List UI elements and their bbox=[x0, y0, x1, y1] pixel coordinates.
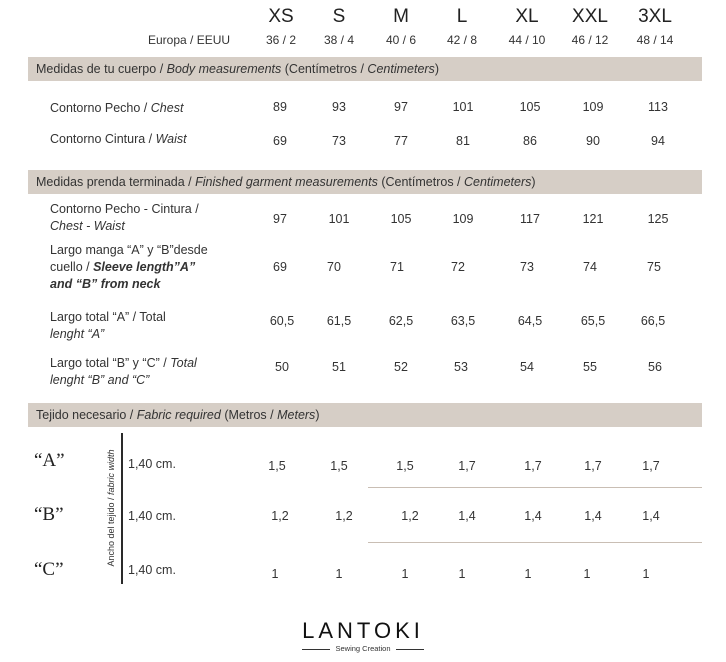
table-cell: 73 bbox=[520, 260, 534, 274]
table-cell: 51 bbox=[332, 360, 346, 374]
table-cell: 90 bbox=[586, 134, 600, 148]
table-cell: 70 bbox=[327, 260, 341, 274]
table-cell: 65,5 bbox=[580, 314, 606, 328]
size-code-xl: XL bbox=[515, 6, 539, 27]
table-cell: 1 bbox=[335, 567, 343, 581]
fabric-width-axis-label: Ancho del tejido / fabric width bbox=[106, 449, 116, 567]
table-cell: 97 bbox=[273, 212, 287, 226]
table-cell: 60,5 bbox=[269, 314, 295, 328]
brand-tagline-row bbox=[288, 644, 438, 656]
table-cell: 1,5 bbox=[396, 459, 414, 473]
table-cell: 62,5 bbox=[388, 314, 414, 328]
region-label: Europa / EEUU bbox=[148, 33, 231, 47]
table-cell: 73 bbox=[332, 134, 346, 148]
brand-tagline: Sewing Creation bbox=[330, 644, 396, 653]
table-cell: 109 bbox=[582, 100, 604, 114]
table-cell: 81 bbox=[456, 134, 470, 148]
row-label-total-length-a: Largo total “A” / Total lenght “A” bbox=[50, 310, 166, 341]
table-cell: 77 bbox=[394, 134, 408, 148]
fabric-width-value: 1,40 cm. bbox=[128, 563, 176, 577]
table-cell: 101 bbox=[328, 212, 350, 226]
size-eu-us-xs: 36 / 2 bbox=[265, 33, 297, 47]
table-cell: 1 bbox=[401, 567, 409, 581]
variant-label-a: “A” bbox=[34, 450, 65, 471]
table-cell: 125 bbox=[647, 212, 669, 226]
table-cell: 105 bbox=[519, 100, 541, 114]
size-eu-us-l: 42 / 8 bbox=[446, 33, 478, 47]
row-label-waist: Contorno Cintura / Waist bbox=[50, 132, 187, 146]
table-cell: 56 bbox=[648, 360, 662, 374]
variant-label-b: “B” bbox=[34, 504, 64, 525]
table-cell: 61,5 bbox=[326, 314, 352, 328]
table-cell: 94 bbox=[651, 134, 665, 148]
size-code-xxl: XXL bbox=[572, 6, 608, 27]
size-code-l: L bbox=[456, 6, 468, 27]
table-cell: 1,4 bbox=[458, 509, 476, 523]
table-cell: 117 bbox=[520, 212, 540, 226]
table-cell: 53 bbox=[454, 360, 468, 374]
table-cell: 1,4 bbox=[642, 509, 660, 523]
table-cell: 97 bbox=[394, 100, 408, 114]
table-cell: 66,5 bbox=[640, 314, 666, 328]
table-cell: 121 bbox=[582, 212, 604, 226]
table-cell: 55 bbox=[583, 360, 597, 374]
row-divider bbox=[368, 487, 702, 488]
table-cell: 71 bbox=[390, 260, 404, 274]
variant-label-c: “C” bbox=[34, 559, 64, 580]
row-label-chest-waist: Contorno Pecho - Cintura / Chest - Waist bbox=[50, 202, 199, 233]
size-eu-us-xxl: 46 / 12 bbox=[571, 33, 609, 47]
size-eu-us-xl: 44 / 10 bbox=[508, 33, 546, 47]
table-cell: 101 bbox=[452, 100, 474, 114]
table-cell: 89 bbox=[273, 100, 287, 114]
row-divider bbox=[368, 542, 702, 543]
table-cell: 1 bbox=[524, 567, 532, 581]
table-cell: 50 bbox=[275, 360, 289, 374]
brand-logo bbox=[288, 618, 438, 656]
size-eu-us-3xl: 48 / 14 bbox=[636, 33, 674, 47]
section-header-fabric: Tejido necesario / Fabric required (Metros / Meters) bbox=[28, 403, 702, 427]
size-code-xs: XS bbox=[268, 6, 294, 27]
fabric-width-value: 1,40 cm. bbox=[128, 457, 176, 471]
table-cell: 1,7 bbox=[524, 459, 542, 473]
table-cell: 72 bbox=[451, 260, 465, 274]
row-label-sleeve-length: Largo manga “A” y “B”desde cuello / Sleeve length”A” and “B” from neck bbox=[50, 243, 208, 291]
table-cell: 1,7 bbox=[642, 459, 660, 473]
table-cell: 86 bbox=[523, 134, 537, 148]
table-cell: 52 bbox=[394, 360, 408, 374]
brand-name: LANTOKI bbox=[302, 618, 424, 643]
fabric-axis-line bbox=[121, 433, 123, 584]
size-eu-us-s: 38 / 4 bbox=[323, 33, 355, 47]
table-cell: 1 bbox=[583, 567, 591, 581]
table-cell: 75 bbox=[647, 260, 661, 274]
fabric-width-value: 1,40 cm. bbox=[128, 509, 176, 523]
table-cell: 1,2 bbox=[335, 509, 353, 523]
table-cell: 1,2 bbox=[271, 509, 289, 523]
section-header-garment: Medidas prenda terminada / Finished garment measurements (Centímetros / Centimeters) bbox=[28, 170, 702, 194]
table-cell: 1 bbox=[642, 567, 650, 581]
size-code-s: S bbox=[332, 6, 346, 27]
table-cell: 1,4 bbox=[584, 509, 602, 523]
size-code-m: M bbox=[393, 6, 409, 27]
table-cell: 1,7 bbox=[584, 459, 602, 473]
size-code-3xl: 3XL bbox=[638, 6, 672, 27]
section-header-body: Medidas de tu cuerpo / Body measurements (Centímetros / Centimeters) bbox=[28, 57, 702, 81]
table-cell: 54 bbox=[520, 360, 534, 374]
table-cell: 1,5 bbox=[330, 459, 348, 473]
table-cell: 74 bbox=[583, 260, 597, 274]
row-label-chest: Contorno Pecho / Chest bbox=[50, 101, 184, 115]
table-cell: 113 bbox=[648, 100, 668, 114]
size-eu-us-m: 40 / 6 bbox=[385, 33, 417, 47]
table-cell: 1,2 bbox=[401, 509, 419, 523]
table-cell: 69 bbox=[273, 260, 287, 274]
table-cell: 1,5 bbox=[268, 459, 286, 473]
row-label-total-length-bc: Largo total “B” y “C” / Total lenght “B” and “C” bbox=[50, 356, 197, 387]
table-cell: 1,7 bbox=[458, 459, 476, 473]
table-cell: 1 bbox=[271, 567, 279, 581]
table-cell: 1 bbox=[458, 567, 466, 581]
table-cell: 69 bbox=[273, 134, 287, 148]
table-cell: 63,5 bbox=[450, 314, 476, 328]
table-cell: 93 bbox=[332, 100, 346, 114]
table-cell: 109 bbox=[452, 212, 474, 226]
table-cell: 64,5 bbox=[517, 314, 543, 328]
table-cell: 105 bbox=[390, 212, 412, 226]
table-cell: 1,4 bbox=[524, 509, 542, 523]
